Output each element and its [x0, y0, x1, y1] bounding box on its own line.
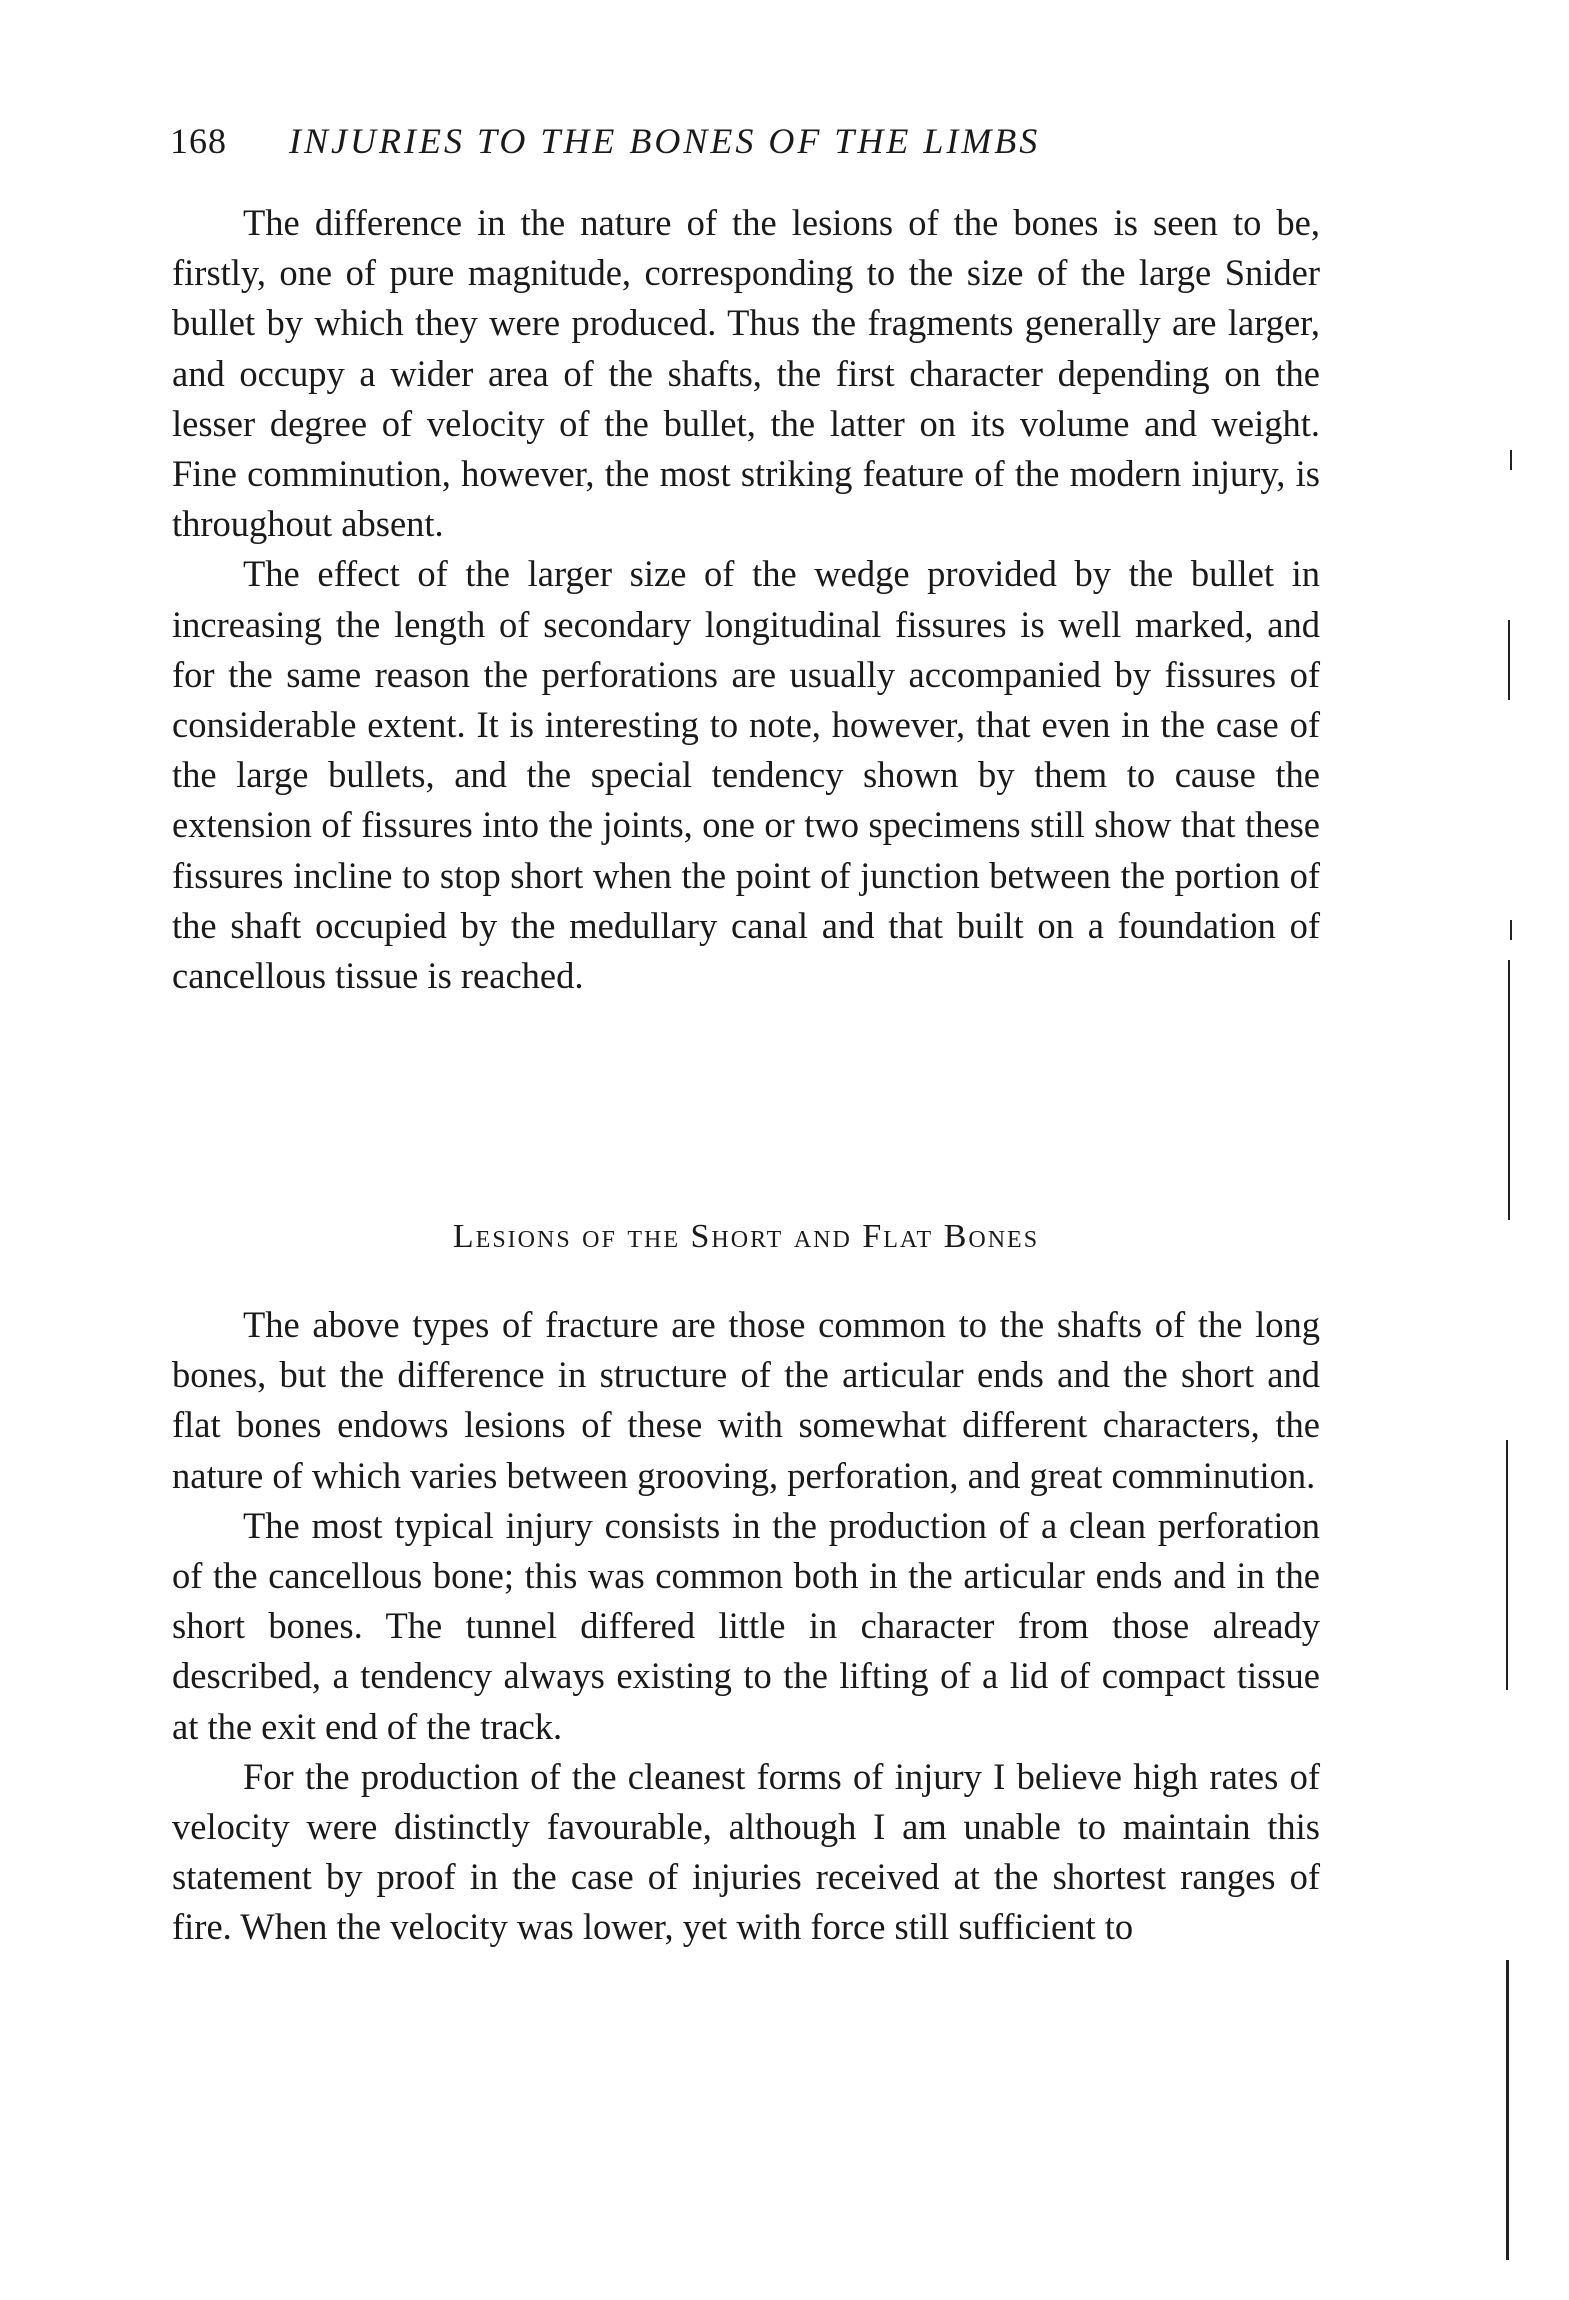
scan-edge-mark	[1506, 1440, 1508, 1690]
scan-edge-mark	[1510, 920, 1512, 940]
scan-edge-mark	[1510, 450, 1512, 470]
text-block-top	[172, 198, 1320, 1001]
paragraph: The most typical injury consists in the production of a clean perforation of the cancellous bone; this was common both in the articular ends and in the short bones. The tunnel differed little in character from those already described, a tendency always existing to the lifting of a lid of compact tissue at the exit end of the track.	[172, 1504, 1320, 1747]
running-head	[170, 120, 1320, 162]
page-number: 168	[170, 121, 227, 161]
scan-edge-mark	[1508, 620, 1510, 700]
paragraph: The effect of the larger size of the wedge provided by the bullet in increasing the length of secondary longitudinal fissures is well marked, and for the same reason the perforations are usually accompanied by fissures of considerable extent. It is interesting to note, however, that even in the case of the large bullets, and the special tendency shown by them to cause the extension of fissures into the joints, one or two specimens still show that these fissures incline to stop short when the point of junction between the portion of the shaft occupied by the medullary canal and that built on a foundation of cancellous tissue is reached.	[172, 553, 1320, 997]
paragraph: The difference in the nature of the lesions of the bones is seen to be, firstly, one of pure magnitude, corresponding to the size of the large Snider bullet by which they were produced. Thus the fragments generally are larger, and occupy a wider area of the shafts, the first character depending on the lesser degree of velocity of the bullet, the latter on its volume and weight. Fine comminution, however, the most striking feature of the modern injury, is throughout absent.	[172, 202, 1320, 545]
text-block-bottom	[172, 1300, 1320, 1953]
paragraph: For the production of the cleanest forms of injury I believe high rates of velocity were distinctly favourable, although I am unable to maintain this statement by proof in the case of injuries received at the shortest ranges of fire. When the velocity was lower, yet with force still sufficient to	[172, 1755, 1320, 1948]
scan-edge-mark	[1508, 960, 1510, 1220]
paragraph: The above types of fracture are those common to the shafts of the long bones, but the difference in structure of the articular ends and the short and flat bones endows lesions of these with somewhat different characters, the nature of which varies between grooving, perforation, and great comminution.	[172, 1304, 1320, 1496]
section-heading: Lesions of the Short and Flat Bones	[452, 1218, 1040, 1255]
scan-edge-mark	[1506, 1960, 1509, 2260]
running-title: INJURIES TO THE BONES OF THE LIMBS	[289, 121, 1041, 161]
